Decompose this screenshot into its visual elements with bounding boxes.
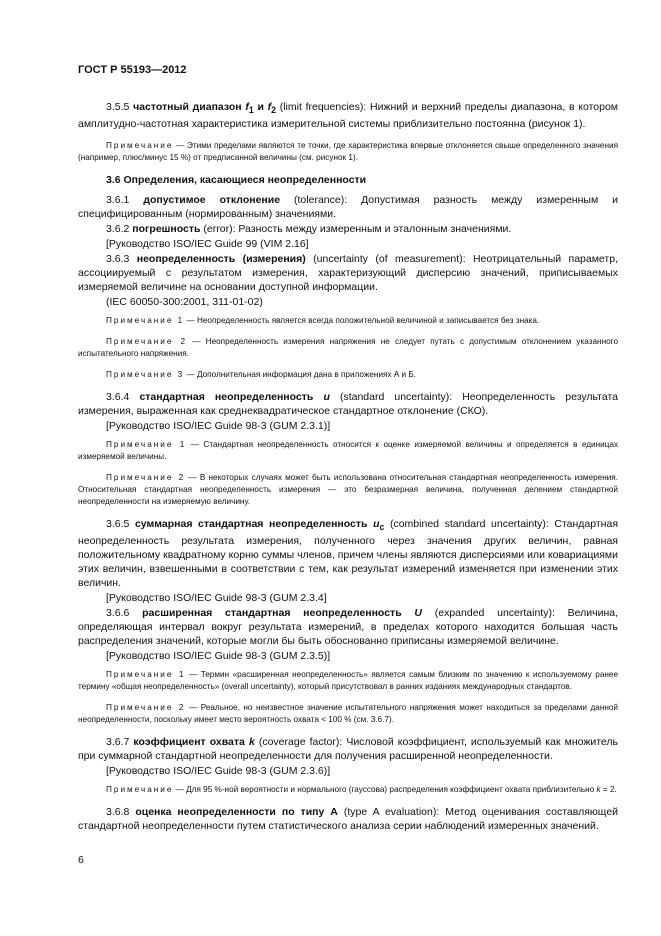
clause-3-6-3: 3.6.3 неопределенность (измерения) (uncertainty (of measurement): Неотрицательный параметр, ассоциируемый с результатом измерения, характеризующий дисперсию значений, приписываемых измеряемой величине на основании доступной информации.: [78, 253, 618, 294]
note-3-3-6-3: Примечание 3 — Дополнительная информация дана в приложениях А и Б.: [106, 370, 417, 380]
clause-3-6-4: 3.6.4 стандартная неопределенность u (standard uncertainty): Неопределенность результата измерения, выраженная как среднеквадратическое стандартное отклонение (СКО).: [78, 391, 619, 418]
clause-3-6-5: 3.6.5 суммарная стандартная неопределенность $u_c$ (combined standard uncertainty): Стандартная неопределенность результата измерения, полученного через значения других величин, равная положительному квадратному корню суммы членов, причем члены являются дисперсиями или ковариациями этих величин, взвешенными в соответствии с тем, как результат измерений изменяется при изменении этих величин.: [78, 518, 619, 590]
clause-3-6-7: 3.6.7 коэффициент охвата k (coverage factor): Числовой коэффициент, используемый как множитель при суммарной стандартной неопределенности для получения расширенной неопределенности.: [78, 736, 619, 763]
note-2-3-6-6: Примечание 2 — Реальное, но неизвестное значение испытательного напряжения может находиться за пределами данной неопределенности, поскольку имеет место вероятность охвата < 100 % (см. 3.6.7).: [78, 703, 619, 725]
clause-3-5-5: 3.5.5 частотный диапазон $f_1$ и $f_2$ (limit frequencies): Нижний и верхний пределы диапазона, в котором амплитудно-частотная характеристика измерительной системы приблизительно постоянна (рисунок 1).: [78, 101, 619, 131]
note-3-6-7: Примечание — Для 95 %-ной вероятности и нормального (гауссова) распределения коэффициент охвата приблизительно k = 2.: [106, 785, 617, 795]
term-frequency-range: частотный диапазон $f_1$ и $f_2$: [133, 101, 276, 116]
document-body: [78, 100, 618, 833]
clause-3-6-8: 3.6.8 оценка неопределенности по типу А (type A evaluation): Метод оценивания составляющей стандартной неопределенности путем статистического анализа серии наблюдений измеренных значений.: [78, 806, 619, 833]
reference-3-6-5: [Руководство ISO/IEC Guide 98-3 (GUM 2.3.4]: [106, 592, 327, 605]
section-3-6-title: 3.6 Определения, касающиеся неопределенности: [106, 174, 367, 187]
reference-3-6-3: (IEC 60050-300:2001, 311-01-02): [106, 296, 263, 309]
clause-3-6-1: 3.6.1 допустимое отклонение (tolerance): Допустимая разность между измеренным и специфицированным (нормированным) значениями.: [78, 194, 618, 221]
reference-3-6-7: [Руководство ISO/IEC Guide 98-3 (GUM 2.3.6)]: [106, 765, 331, 778]
note-1-3-6-6: Примечание 1 — Термин «расширенная неопределенность» является самым близким по значению к используемому ранее термину «общая неопределенность» (overall uncertainty), который присутствовал в ранних изданиях международных стандартов.: [78, 670, 619, 692]
page-number: 6: [78, 854, 84, 866]
note-1-3-6-4: Примечание 1 — Стандартная неопределенность относится к оценке измеряемой величины и определяется в единицах измеряемой величины.: [78, 440, 619, 462]
reference-3-6-6: [Руководство ISO/IEC Guide 98-3 (GUM 2.3.5)]: [106, 650, 331, 663]
clause-3-6-6: 3.6.6 расширенная стандартная неопределенность U (expanded uncertainty): Величина, определяющая интервал вокруг результата измерений, в пределах которого находится большая часть распределения значений, которые могли бы быть обоснованно приписаны измеряемой величине.: [78, 607, 619, 648]
note-2-3-6-3: Примечание 2 — Неопределенность измерения напряжения не следует путать с допустимым отклонением указанного испытательного напряжения.: [78, 337, 619, 359]
note-3-5-5: Примечание — Этими пределами являются те точки, где характеристика впервые отклоняется свыше определенного значения (например, плюс/минус 15 %) от предписанной величины (см. рисунок 1).: [78, 141, 619, 163]
note-1-3-6-3: Примечание 1 — Неопределенность является всегда положительной величиной и записывается без знака.: [106, 316, 540, 326]
document-header: ГОСТ Р 55193—2012: [78, 64, 187, 76]
note-2-3-6-4: Примечание 2 — В некоторых случаях может быть использована относительная стандартная неопределенность измерения. Относительная стандартная неопределенность измерения — это безразмерная величина, полученная делением стандартной неопределенности на измеряемую величину.: [78, 473, 619, 507]
reference-3-6-4: [Руководство ISO/IEC Guide 98-3 (GUM 2.3.1)]: [106, 420, 331, 433]
reference-3-6-2: [Руководство ISO/IEC Guide 99 (VIM 2.16]: [106, 238, 309, 251]
clause-3-6-2: 3.6.2 погрешность (error): Разность между измеренным и эталонным значениями.: [106, 223, 512, 236]
